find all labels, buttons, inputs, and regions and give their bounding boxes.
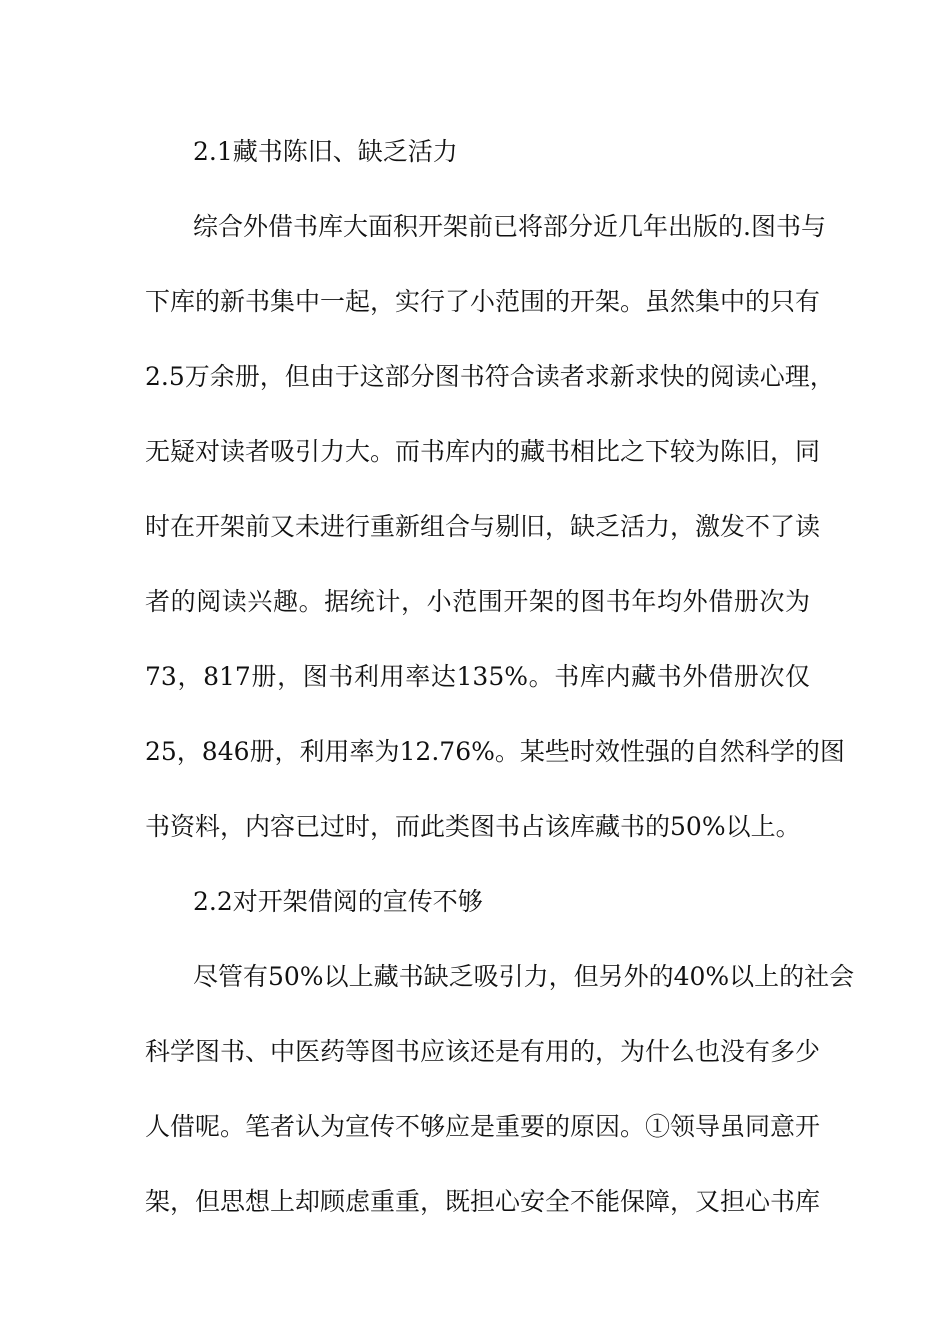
paragraph-line: 尽管有50%以上藏书缺乏吸引力，但另外的40%以上的社会: [193, 962, 855, 991]
paragraph-line: 73，817册，图书利用率达135%。书库内藏书外借册次仅: [145, 662, 810, 691]
paragraph-line: 无疑对读者吸引力大。而书库内的藏书相比之下较为陈旧，同: [145, 437, 821, 466]
paragraph-line: 25，846册，利用率为12.76%。某些时效性强的自然科学的图: [145, 737, 845, 766]
paragraph-line: 综合外借书库大面积开架前已将部分近几年出版的.图书与: [193, 212, 826, 241]
paragraph-line: 人借呢。笔者认为宣传不够应是重要的原因。①领导虽同意开: [145, 1112, 821, 1141]
section-heading-2-2: 2.2对开架借阅的宣传不够: [193, 887, 483, 916]
paragraph-line: 时在开架前又未进行重新组合与剔旧，缺乏活力，激发不了读: [145, 512, 821, 541]
paragraph-line: 2.5万余册，但由于这部分图书符合读者求新求快的阅读心理，: [145, 362, 835, 391]
paragraph-line: 者的阅读兴趣。据统计，小范围开架的图书年均外借册次为: [145, 587, 810, 616]
section-heading-2-1: 2.1藏书陈旧、缺乏活力: [193, 137, 458, 166]
paragraph-line: 架，但思想上却顾虑重重，既担心安全不能保障，又担心书库: [145, 1187, 821, 1216]
paragraph-line: 书资料，内容已过时，而此类图书占该库藏书的50%以上。: [145, 812, 801, 841]
paragraph-line: 科学图书、中医药等图书应该还是有用的，为什么也没有多少: [145, 1037, 821, 1066]
paragraph-line: 下库的新书集中一起，实行了小范围的开架。虽然集中的只有: [145, 287, 821, 316]
